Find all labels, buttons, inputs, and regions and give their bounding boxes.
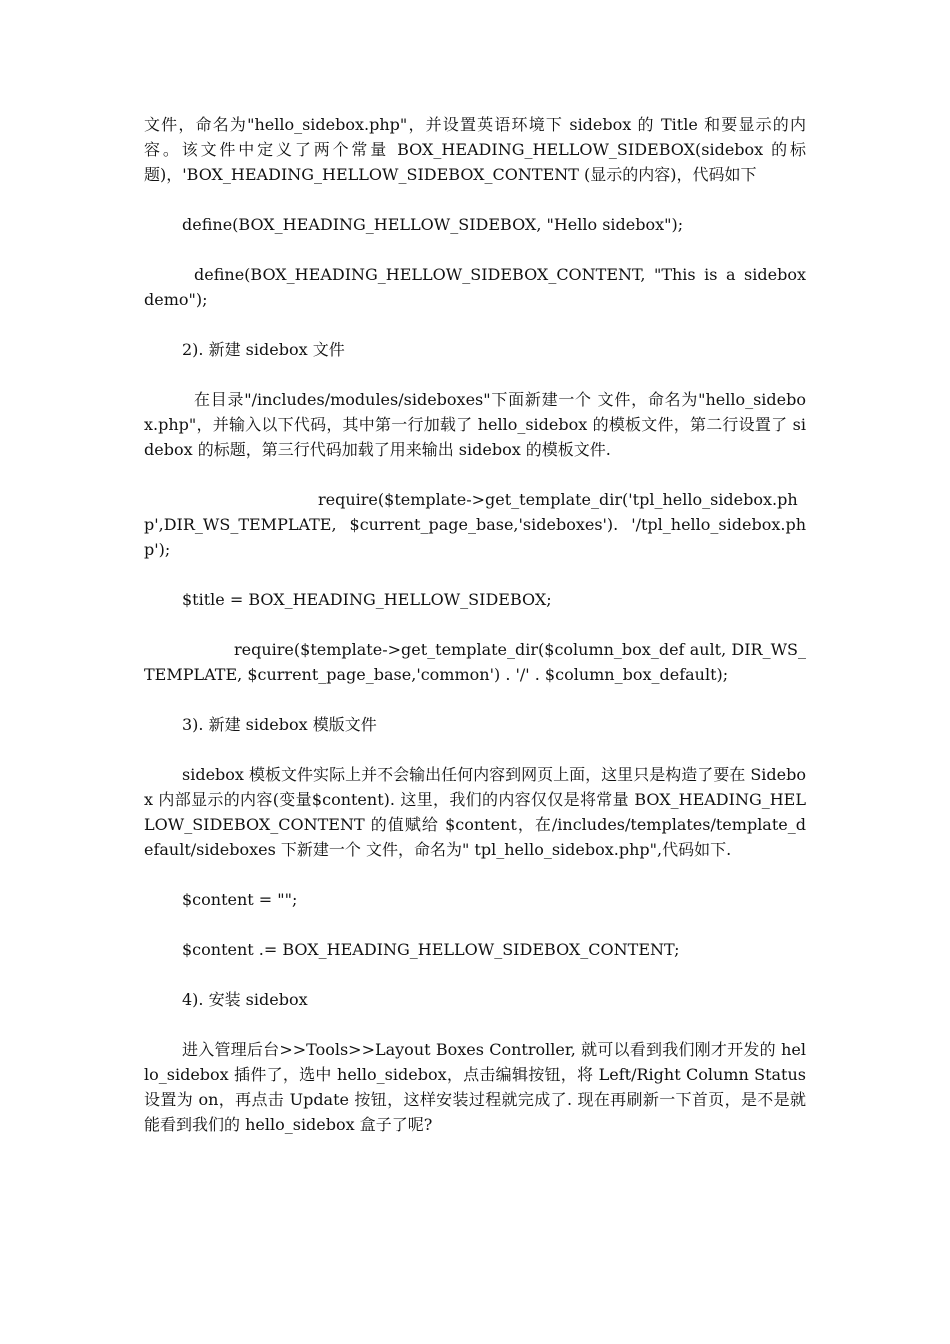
code-content-init: $content = ""; [182,890,298,909]
code-content-append: $content .= BOX_HEADING_HELLOW_SIDEBOX_CONTENT; [182,940,680,959]
section-heading-4: 4). 安装 sidebox [182,990,308,1009]
paragraph-language-file: 文件，命名为"hello_sidebox.php"，并设置英语环境下 sidebox 的 Title 和要显示的内容。该文件中定义了两个常量 BOX_HEADING_HELLOW_SIDEBOX(sidebox 的标题)，'BOX_HEADING_HELLOW_SIDEBOX_CONTENT (显示的内容)，代码如下 [144,115,806,184]
paragraph-template-file: sidebox 模板文件实际上并不会输出任何内容到网页上面，这里只是构造了要在 Sidebox 内部显示的内容(变量$content). 这里，我们的内容仅仅是将常量 BOX_HEADING_HELLOW_SIDEBOX_CONTENT 的值赋给 $content，在/includes/templates/template_default/sideboxes 下新建一个 文件，命名为" tpl_hello_sidebox.php",代码如下. [144,765,806,859]
section-heading-3: 3). 新建 sidebox 模版文件 [182,715,377,734]
code-title-assign: $title = BOX_HEADING_HELLOW_SIDEBOX; [182,590,552,609]
code-define-heading: define(BOX_HEADING_HELLOW_SIDEBOX, "Hello sidebox"); [182,215,684,234]
paragraph-new-sidebox-file: 在目录"/includes/modules/sideboxes"下面新建一个 文件，命名为"hello_sidebox.php"，并输入以下代码，其中第一行加载了 hello_sidebox 的模板文件，第二行设置了 sidebox 的标题，第三行代码加载了用来输出 sidebox 的模板文件. [144,390,806,459]
code-require-template: require($template->get_template_dir('tpl_hello_sidebox.php',DIR_WS_TEMPLATE, $current_page_base,'sideboxes'). '/tpl_hello_sidebox.php'); [144,490,806,559]
section-heading-2: 2). 新建 sidebox 文件 [182,340,345,359]
code-define-content: define(BOX_HEADING_HELLOW_SIDEBOX_CONTENT, "This is a sidebox demo"); [144,265,806,309]
code-require-column-box: require($template->get_template_dir($column_box_def ault, DIR_WS_TEMPLATE, $current_page_base,'common') . '/' . $column_box_default); [144,640,806,684]
document-page [144,112,806,1162]
paragraph-install-sidebox: 进入管理后台>>Tools>>Layout Boxes Controller, 就可以看到我们刚才开发的 hello_sidebox 插件了，选中 hello_sidebox，点击编辑按钮，将 Left/Right Column Status 设置为 on，再点击 Update 按钮，这样安装过程就完成了. 现在再刷新一下首页，是不是就能看到我们的 hello_sidebox 盒子了呢? [144,1040,806,1134]
